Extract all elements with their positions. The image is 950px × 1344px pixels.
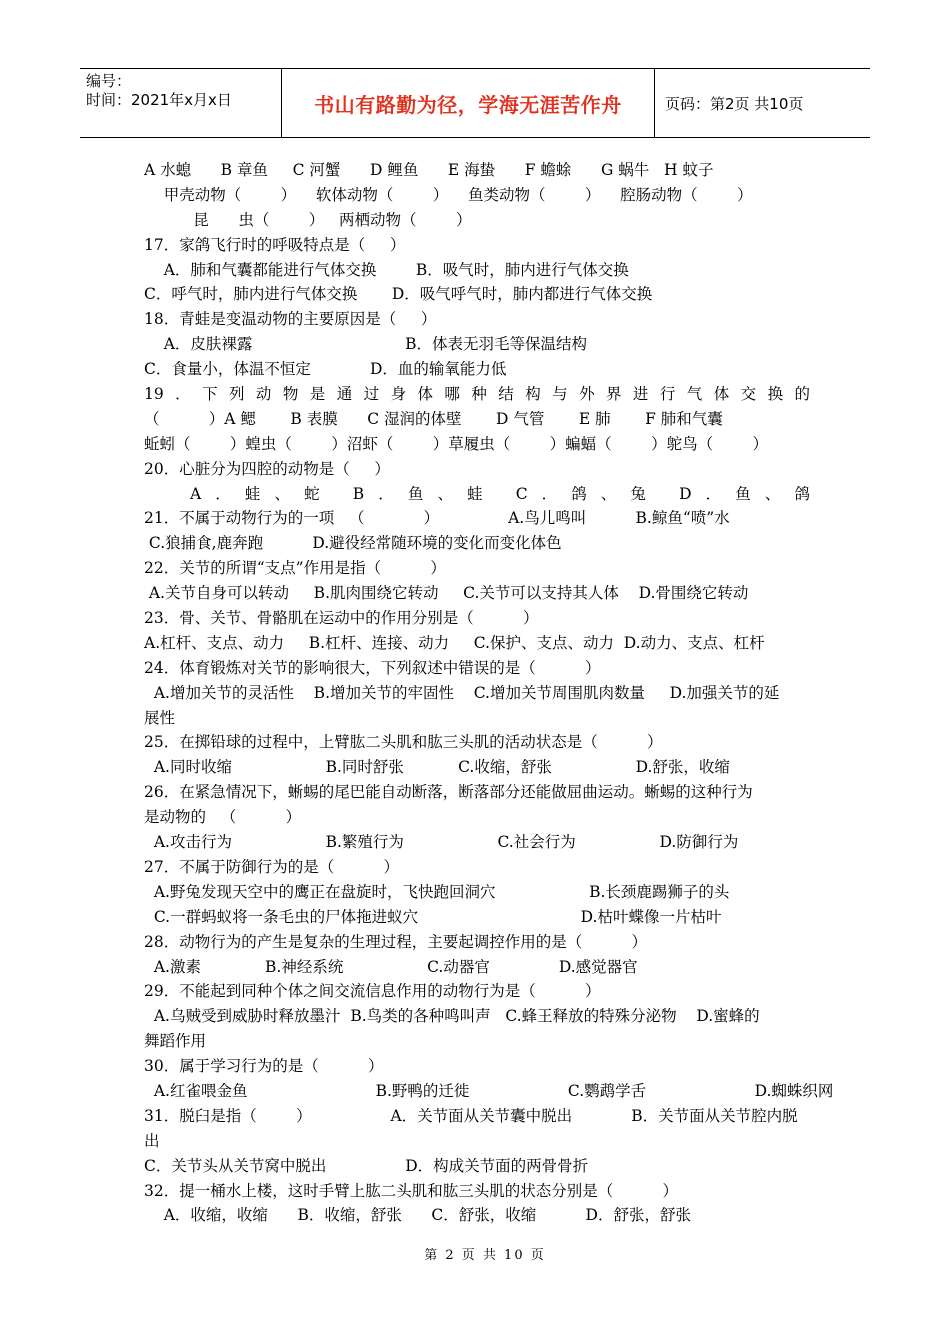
question-19: 19．下列动物是通过身体哪种结构与外界进行气体交换的 — [144, 385, 810, 404]
number-label: 编号： — [86, 72, 132, 90]
question-content — [144, 158, 834, 1228]
text-line: A.同时收缩 B.同时舒张 C.收缩，舒张 D.舒张，收缩 — [144, 758, 730, 777]
motto: 书山有路勤为径，学海无涯苦作舟 — [314, 92, 622, 117]
text-line: 昆 虫（ ） 两栖动物（ ） — [144, 210, 472, 229]
question-18: 18．青蛙是变温动物的主要原因是（ ） — [144, 310, 437, 329]
question-24: 24．体育锻炼对关节的影响很大，下列叙述中错误的是（ ） — [144, 658, 601, 677]
text-line: A．蛙、蛇 B．鱼、蛙 C．鸽、兔 D．鱼、鸽 — [190, 484, 810, 503]
question-32: 32．提一桶水上楼，这时手臂上肱二头肌和肱三头肌的状态分别是（ ） — [144, 1181, 678, 1200]
text-line: C．呼气时，肺内进行气体交换 D．吸气呼气时，肺内都进行气体交换 — [144, 285, 653, 304]
text-line: 甲壳动物（ ） 软体动物（ ） 鱼类动物（ ） 腔肠动物（ ） — [144, 185, 753, 204]
text-line: A.激素 B.神经系统 C.动器官 D.感觉器官 — [144, 957, 638, 976]
question-23: 23．骨、关节、骨骼肌在运动中的作用分别是（ ） — [144, 609, 539, 628]
question-17: 17．家鸽飞行时的呼吸特点是（ ） — [144, 235, 406, 254]
text-line: A．肺和气囊都能进行气体交换 B．吸气时，肺内进行气体交换 — [144, 260, 629, 279]
question-25: 25．在掷铅球的过程中，上臂肱二头肌和肱三头肌的活动状态是（ ） — [144, 733, 663, 752]
text-line: A．皮肤裸露 B．体表无羽毛等保温结构 — [144, 335, 588, 354]
page-footer: 第 2 页 共 10 页 — [424, 1248, 546, 1263]
text-line: A.野兔发现天空中的鹰正在盘旋时，飞快跑回洞穴 B.长颈鹿踢狮子的头 — [144, 882, 730, 901]
text-line: A.攻击行为 B.繁殖行为 C.社会行为 D.防御行为 — [144, 833, 739, 852]
text-line: （ ）A 鳃 B 表膜 C 湿润的体壁 D 气管 E 肺 F 肺和气囊 — [144, 409, 723, 428]
question-31: 31．脱臼是指（ ） A．关节面从关节囊中脱出 B．关节面从关节腔内脱 — [144, 1106, 798, 1125]
question-22: 22．关节的所谓“支点”作用是指（ ） — [144, 559, 446, 578]
text-line: 是动物的 （ ） — [144, 808, 302, 827]
text-line: 展性 — [144, 708, 176, 727]
question-27: 27．不属于防御行为的是（ ） — [144, 857, 399, 876]
text-line: C．食量小，体温不恒定 D．血的输氧能力低 — [144, 360, 507, 379]
text-line: A.增加关节的灵活性 B.增加关节的牢固性 C.增加关节周围肌肉数量 D.加强关节的延 — [144, 683, 780, 702]
question-21: 21．不属于动物行为的一项 （ ） A.鸟儿鸣叫 B.鲸鱼“喷”水 — [144, 509, 730, 528]
text-line: C.一群蚂蚁将一条毛虫的尸体拖进蚁穴 D.枯叶蝶像一片枯叶 — [144, 907, 722, 926]
question-29: 29．不能起到同种个体之间交流信息作用的动物行为是（ ） — [144, 982, 601, 1001]
text-line: A.杠杆、支点、动力 B.杠杆、连接、动力 C.保护、支点、动力 D.动力、支点、杠杆 — [144, 633, 765, 652]
text-line: A.乌贼受到威胁时释放墨汁 B.鸟类的各种鸣叫声 C.蜂王释放的特殊分泌物 D.蜜蜂的 — [144, 1007, 760, 1026]
header-motto-cell — [282, 69, 655, 137]
page-header — [80, 68, 870, 138]
text-line: 舞蹈作用 — [144, 1032, 207, 1051]
question-30: 30．属于学习行为的是（ ） — [144, 1057, 384, 1076]
text-line: 出 — [144, 1131, 160, 1150]
header-page-cell — [655, 69, 870, 137]
text-line: A 水螅 B 章鱼 C 河蟹 D 鲤鱼 E 海蛰 F 蟾蜍 G 蜗牛 H 蚊子 — [144, 161, 714, 179]
text-line: C.狼捕食,鹿奔跑 D.避役经常随环境的变化而变化体色 — [144, 534, 562, 553]
page-info: 页码：第2页 共10页 — [665, 94, 804, 113]
header-left-cell — [80, 69, 282, 137]
question-26: 26．在紧急情况下，蜥蜴的尾巴能自动断落，断落部分还能做屈曲运动。蜥蜴的这种行为 — [144, 783, 753, 802]
question-20: 20．心脏分为四腔的动物是（ ） — [144, 459, 390, 478]
question-28: 28．动物行为的产生是复杂的生理过程，主要起调控作用的是（ ） — [144, 932, 647, 951]
time-label: 时间：2021年x月x日 — [86, 91, 232, 109]
text-line: A．收缩，收缩 B．收缩，舒张 C．舒张，收缩 D．舒张，舒张 — [144, 1206, 691, 1225]
text-line: A.红雀喂金鱼 B.野鸭的迁徙 C.鹦鹉学舌 D.蜘蛛织网 — [144, 1081, 834, 1100]
text-line: C．关节头从关节窝中脱出 D．构成关节面的两骨骨折 — [144, 1156, 589, 1175]
text-line: A.关节自身可以转动 B.肌肉围绕它转动 C.关节可以支持其人体 D.骨围绕它转动 — [144, 584, 749, 603]
text-line: 蚯蚓（ ）蝗虫（ ）沼虾（ ）草履虫（ ）蝙蝠（ ）鸵鸟（ ） — [144, 434, 768, 453]
